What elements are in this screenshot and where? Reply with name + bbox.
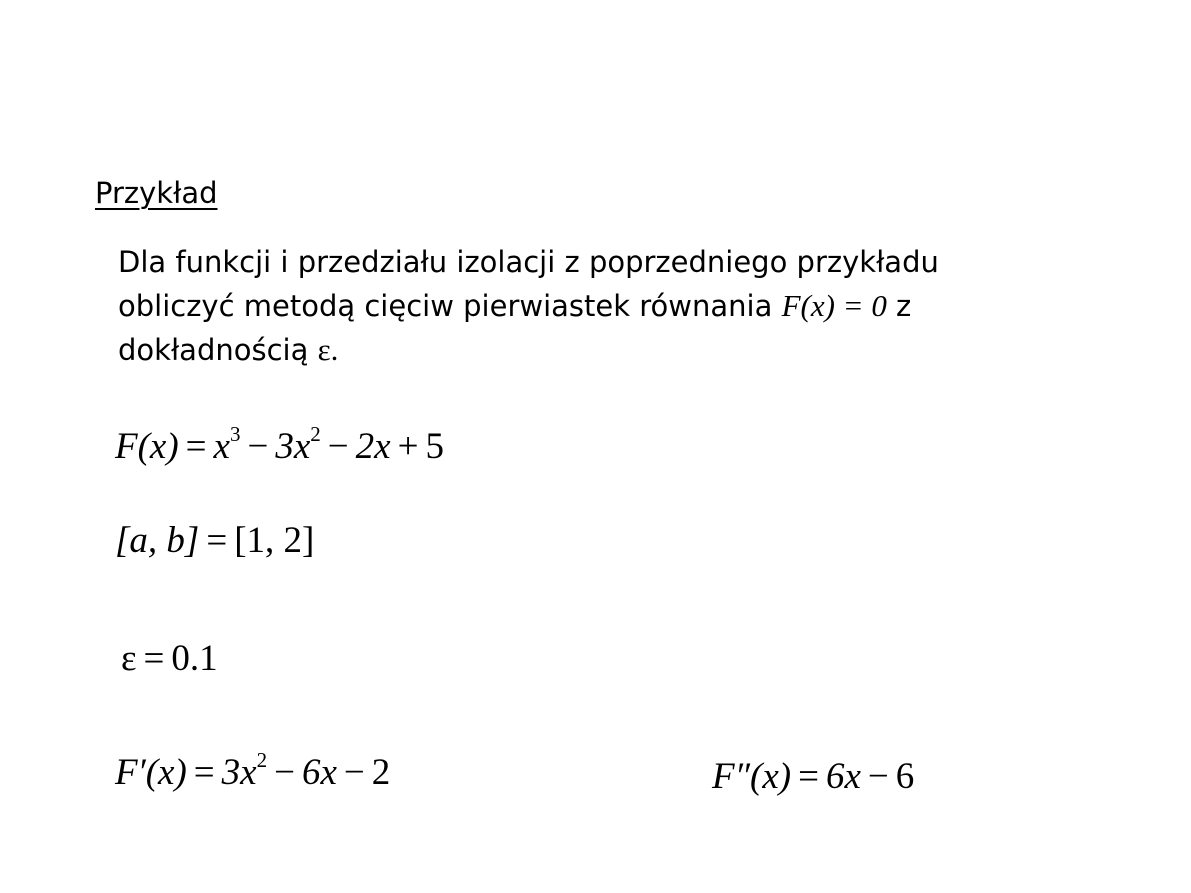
term-6x: 6x: [301, 752, 337, 793]
equals-sign: =: [143, 638, 165, 679]
epsilon-value: 0.1: [171, 638, 218, 679]
problem-line-3-text: dokładnością: [118, 333, 318, 367]
second-derivative-equation: [712, 755, 914, 799]
epsilon-lhs: ε: [121, 638, 137, 679]
equals-sign: =: [193, 752, 215, 793]
minus-sign: −: [343, 752, 365, 793]
exponent-2: 2: [310, 421, 321, 446]
minus-sign: −: [274, 752, 295, 793]
problem-line-2: [118, 284, 1158, 328]
epsilon-equation: [121, 637, 218, 681]
slide-heading: Przykład: [95, 176, 218, 210]
problem-line-3: [118, 328, 1158, 372]
term-6: 6: [895, 756, 915, 797]
term-2x: 2x: [355, 426, 391, 467]
term-3x: 3x: [221, 752, 257, 793]
term-5: 5: [425, 426, 444, 467]
first-derivative-equation: [115, 747, 391, 795]
interval-rhs: [1, 2]: [234, 520, 315, 561]
minus-sign: −: [867, 756, 889, 797]
equals-sign: =: [185, 426, 207, 467]
epsilon-symbol: ε.: [317, 332, 339, 367]
minus-sign: −: [327, 426, 349, 467]
equals-sign: =: [798, 756, 819, 797]
function-equation: [115, 421, 444, 469]
exponent-2: 2: [256, 747, 268, 772]
first-derivative-lhs: F′(x): [115, 752, 187, 793]
second-derivative-lhs: F″(x): [712, 756, 792, 797]
problem-line-2-end: z: [886, 289, 912, 323]
problem-line-1: Dla funkcji i przedziału izolacji z poprzedniego przykładu: [118, 245, 939, 279]
interval-equation: [115, 519, 314, 563]
interval-lhs: [a, b]: [115, 520, 200, 561]
term-2: 2: [371, 752, 391, 793]
plus-sign: +: [397, 426, 419, 467]
problem-line-2-text: obliczyć metodą cięciw pierwiastek równania: [118, 289, 782, 323]
problem-statement: [118, 240, 1158, 372]
inline-equation-f-zero: F(x) = 0: [781, 288, 887, 323]
equals-sign: =: [206, 520, 228, 561]
term-6x: 6x: [825, 756, 861, 797]
term-3x: 3x: [275, 426, 311, 467]
minus-sign: −: [247, 426, 269, 467]
function-lhs: F(x): [115, 426, 179, 467]
exponent-3: 3: [229, 421, 241, 446]
term-x: x: [213, 426, 230, 467]
